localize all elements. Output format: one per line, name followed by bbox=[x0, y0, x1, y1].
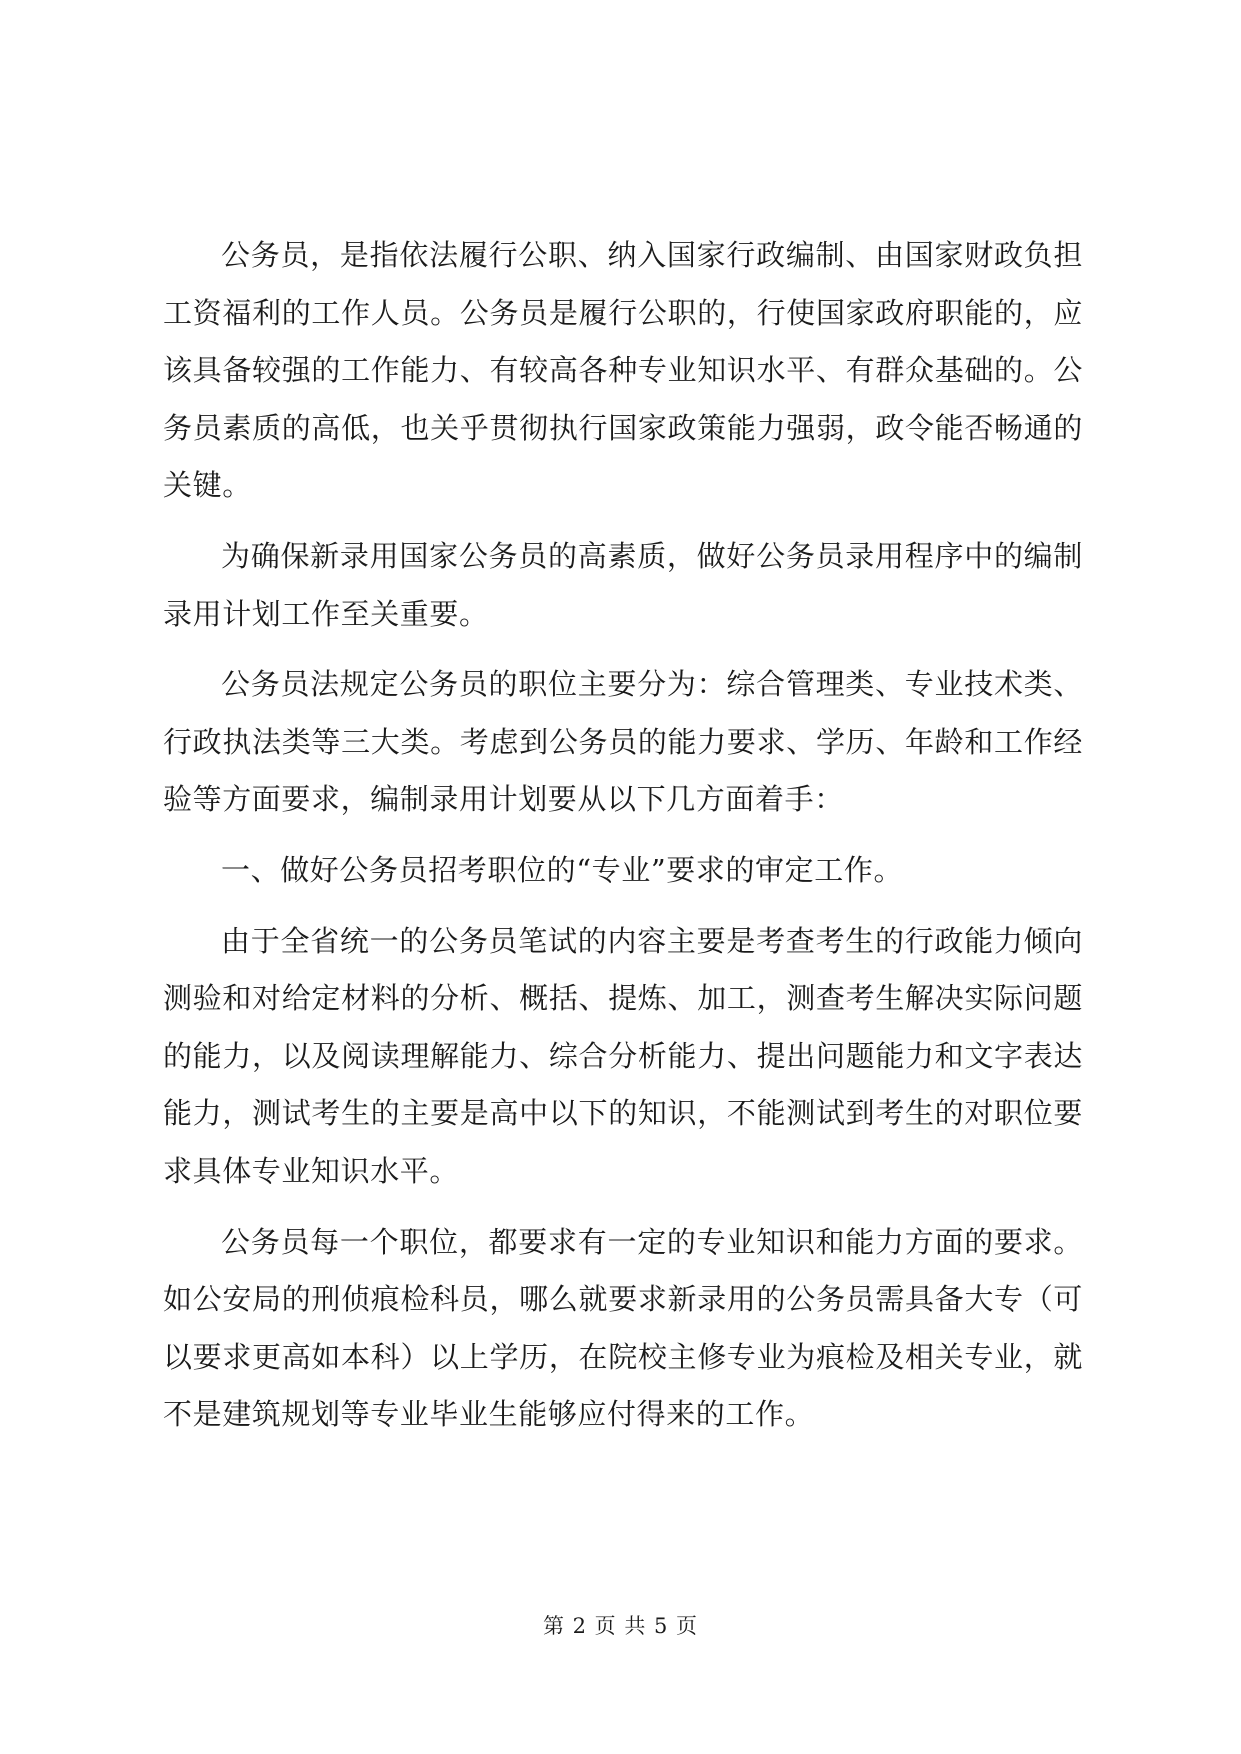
paragraph-3: 公务员法规定公务员的职位主要分为：综合管理类、专业技术类、行政执法类等三大类。考虑到公务员的能力要求、学历、年龄和工作经验等方面要求，编制录用计划要从以下几方面着手： bbox=[163, 667, 1083, 817]
paragraph-2: 为确保新录用国家公务员的高素质，做好公务员录用程序中的编制录用计划工作至关重要。 bbox=[163, 538, 1083, 631]
paragraph-5: 公务员每一个职位，都要求有一定的专业知识和能力方面的要求。如公安局的刑侦痕检科员，哪么就要求新录用的公务员需具备大专（可以要求更高如本科）以上学历，在院校主修专业为痕检及相关专业，就不是建筑规划等专业毕业生能够应付得来的工作。 bbox=[163, 1224, 1083, 1432]
paragraph-1: 公务员，是指依法履行公职、纳入国家行政编制、由国家财政负担工资福利的工作人员。公务员是履行公职的，行使国家政府职能的，应该具备较强的工作能力、有较高各种专业知识水平、有群众基础的。公务员素质的高低，也关乎贯彻执行国家政策能力强弱，政令能否畅通的关键。 bbox=[163, 238, 1083, 503]
paragraph-4: 由于全省统一的公务员笔试的内容主要是考查考生的行政能力倾向测验和对给定材料的分析、概括、提炼、加工，测查考生解决实际问题的能力，以及阅读理解能力、综合分析能力、提出问题能力和文字表达能力，测试考生的主要是高中以下的知识，不能测试到考生的对职位要求具体专业知识水平。 bbox=[163, 923, 1083, 1188]
document-body bbox=[163, 227, 1083, 1457]
page-number-footer: 第 2 页 共 5 页 bbox=[542, 1614, 699, 1638]
section-heading: 一、做好公务员招考职位的“专业”要求的审定工作。 bbox=[221, 852, 904, 887]
